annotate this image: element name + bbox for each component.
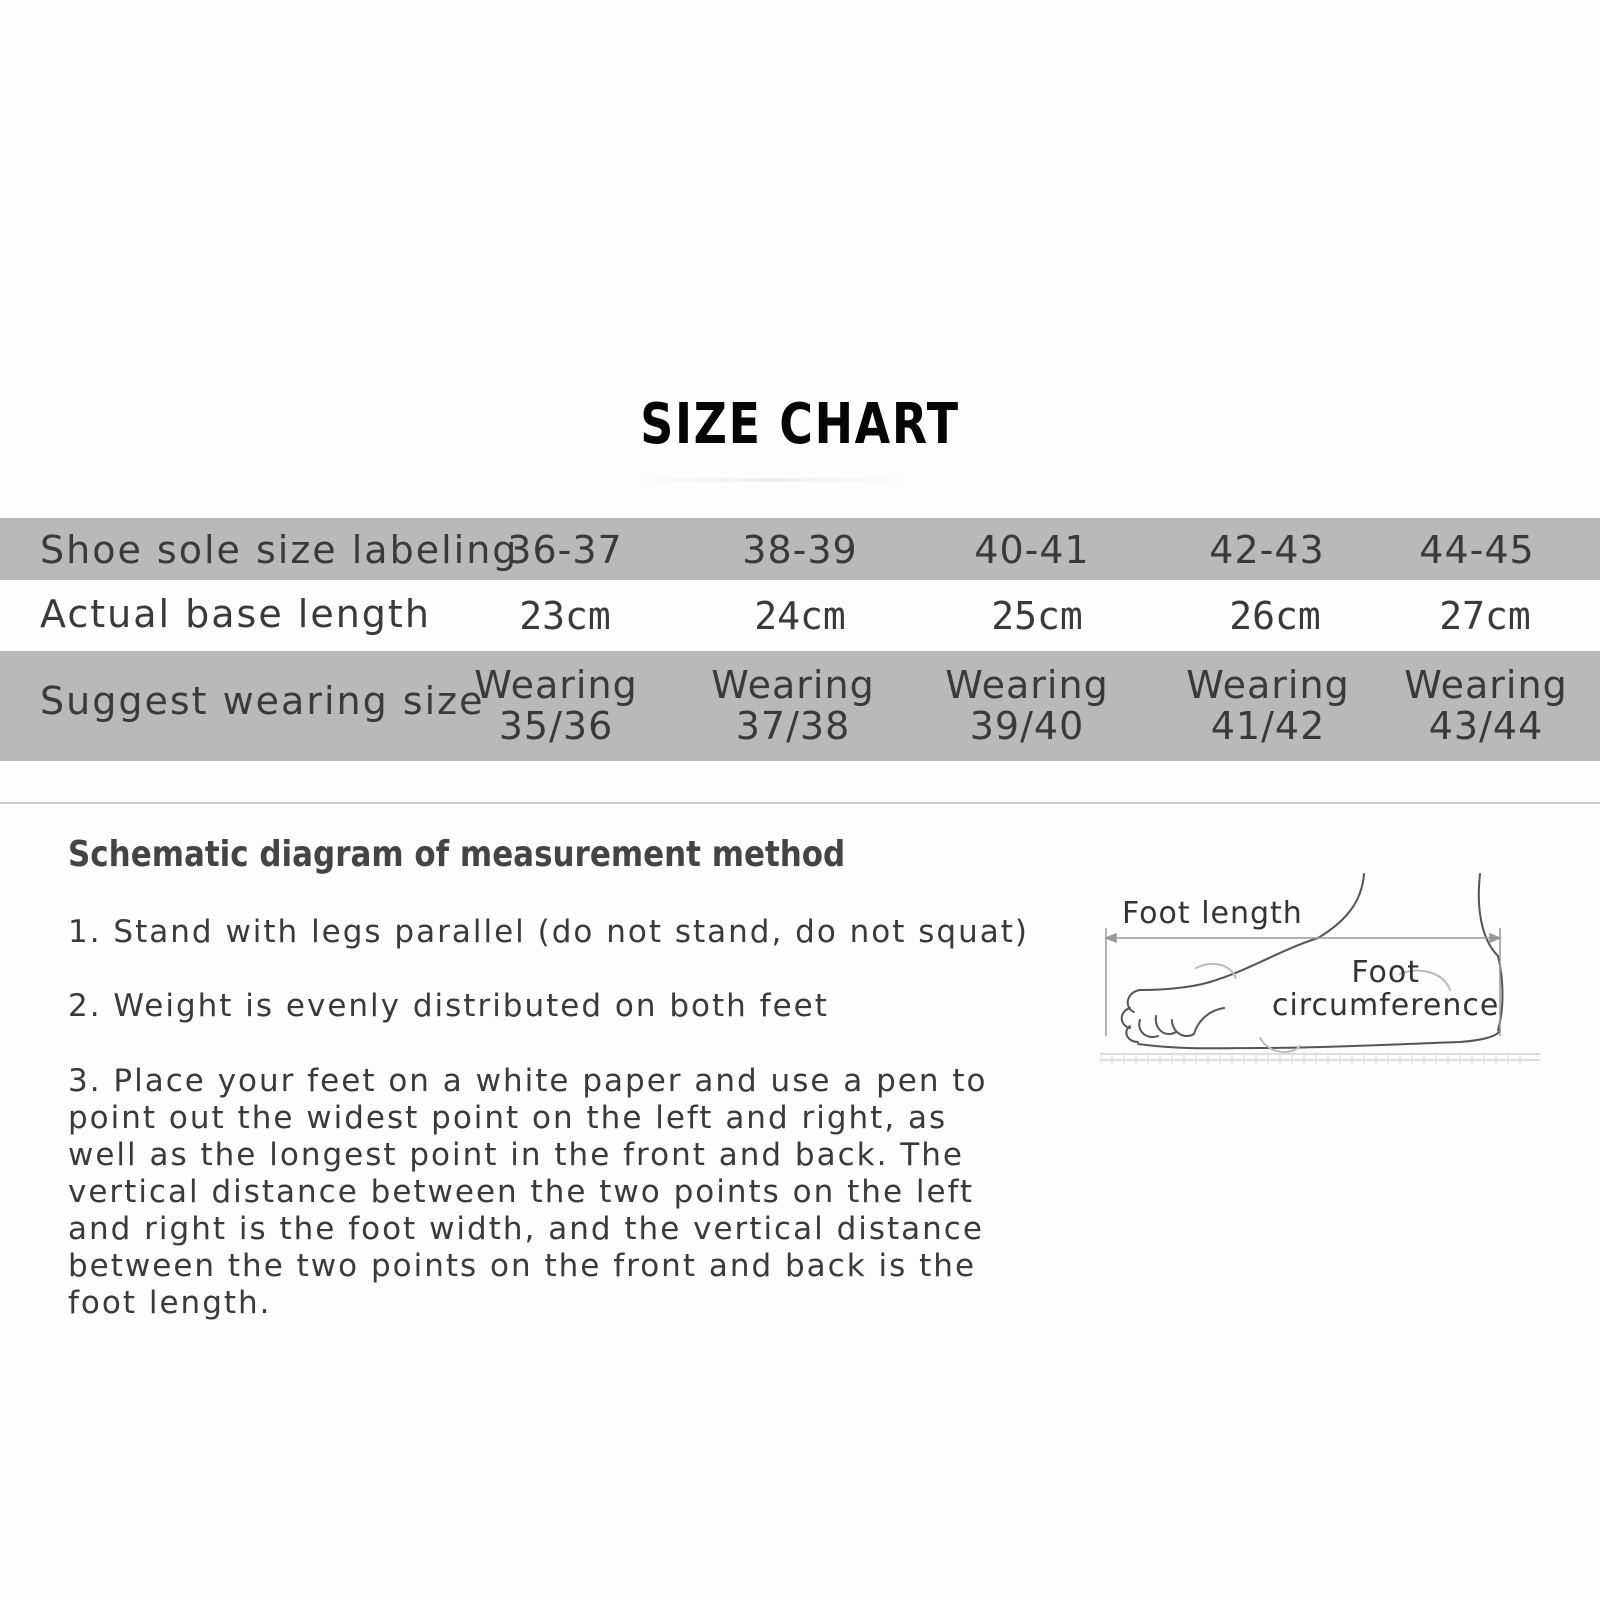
table-cell	[466, 665, 646, 747]
table-row-sole-size	[0, 518, 1600, 580]
table-row-base-length	[0, 580, 1600, 651]
table-cell: 36-37	[507, 528, 623, 572]
table-cell: 27cm	[1439, 594, 1531, 638]
table-cell: 25cm	[991, 594, 1083, 638]
foot-circumference-line2: circumference	[1272, 988, 1500, 1023]
cell-line: Wearing	[711, 663, 875, 707]
table-cell	[1178, 665, 1358, 747]
foot-length-label: Foot length	[1122, 896, 1303, 931]
table-cell	[703, 665, 883, 747]
table-cell: 23cm	[519, 594, 611, 638]
title-shadow	[620, 478, 920, 482]
cell-line: 41/42	[1210, 704, 1326, 748]
cell-line: 43/44	[1428, 704, 1544, 748]
cell-line: Wearing	[945, 663, 1109, 707]
method-step-2: 2. Weight is evenly distributed on both feet	[68, 988, 829, 1024]
section-divider	[0, 802, 1600, 804]
cell-line: 35/36	[498, 704, 614, 748]
method-step-1: 1. Stand with legs parallel (do not stand, do not squat)	[68, 914, 1030, 950]
table-cell	[937, 665, 1117, 747]
cell-line: Wearing	[1404, 663, 1568, 707]
table-cell: 40-41	[974, 528, 1090, 572]
cell-line: 37/38	[735, 704, 851, 748]
row-label: Shoe sole size labeling	[40, 528, 519, 572]
table-cell: 42-43	[1209, 528, 1325, 572]
page-title: SIZE CHART	[640, 392, 960, 457]
row-label: Suggest wearing size	[40, 679, 485, 723]
foot-circumference-line1: Foot	[1351, 955, 1421, 990]
cell-line: Wearing	[1186, 663, 1350, 707]
table-cell: 26cm	[1229, 594, 1321, 638]
table-row-wearing-size	[0, 651, 1600, 761]
table-cell: 44-45	[1419, 528, 1535, 572]
row-label: Actual base length	[40, 592, 431, 636]
method-heading: Schematic diagram of measurement method	[68, 834, 846, 875]
foot-circumference-label	[1272, 956, 1499, 1022]
cell-line: Wearing	[474, 663, 638, 707]
method-step-3: 3. Place your feet on a white paper and use a pen to point out the widest point on the left and right, as well as the longest point in the front and back. The vertical distance between the two points on the left and right is the foot width, and the vertical distance between the two points on the front and back is the foot length.	[68, 1063, 988, 1321]
table-cell: 38-39	[742, 528, 858, 572]
table-cell	[1396, 665, 1576, 747]
table-cell: 24cm	[754, 594, 846, 638]
cell-line: 39/40	[969, 704, 1085, 748]
